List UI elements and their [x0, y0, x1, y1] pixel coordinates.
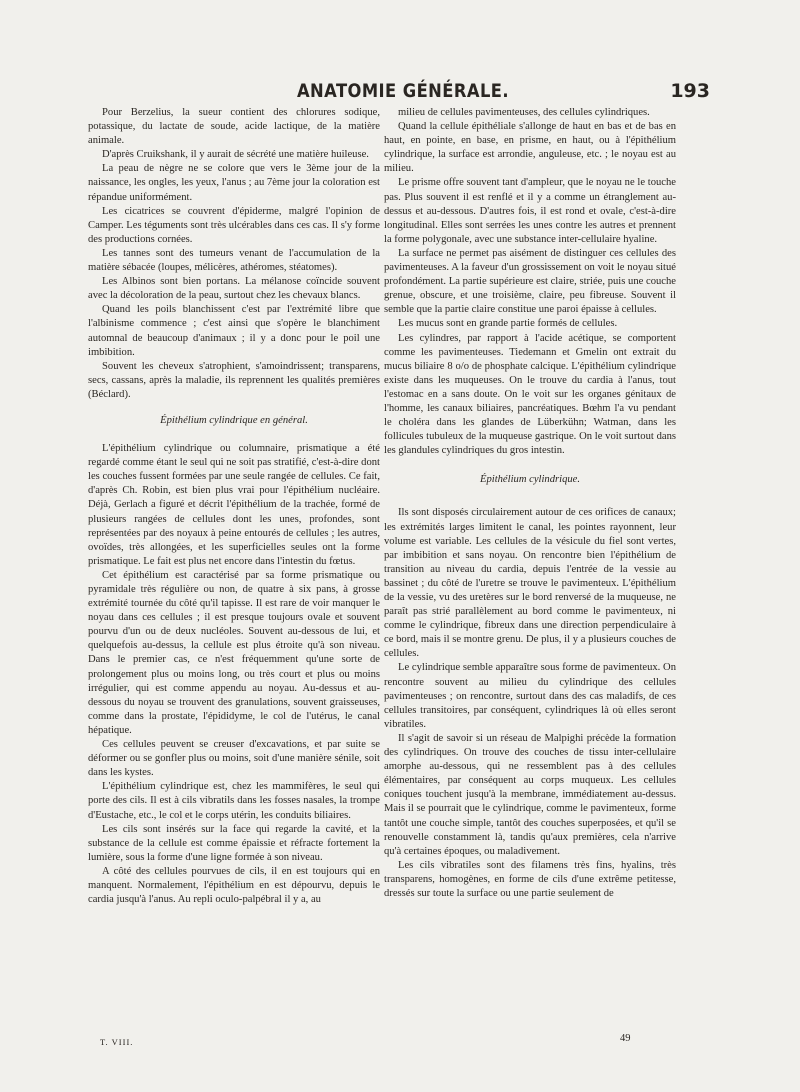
- paragraph: La surface ne permet pas aisément de distinguer ces cellules des pavimenteuses. A la faveur d'un grossissement on voit le noyau situé profondément. La partie supérieure est claire, striée, puis une couche grenue, obscure, et une troisième, claire, peu fibreuse. Souvent il semble que la partie claire constitue une paroi épaisse à cellules.: [384, 247, 676, 316]
- signature-mark: 49: [620, 1033, 631, 1044]
- paragraph: Les cylindres, par rapport à l'acide acétique, se comportent comme les pavimenteuses. Tiedemann et Gmelin ont extrait du mucus biliaire 8 o/o de phosphate calcique. L'épithélium cylindrique existe dans les muqueuses. On le trouve du cardia à l'anus, tout l'estomac en a sans doute. On le voit sur les organes génitaux de l'homme, les canaux biliaires, pancréatiques. Bœhm l'a vu pendant le choléra dans les glandes de Lüberkühn; Watman, dans les follicules tubuleux de la muqueuse gastrique. On le voit surtout dans les glandules cylindriques du gros intestin.: [384, 332, 676, 457]
- paragraph: Le prisme offre souvent tant d'ampleur, que le noyau ne le touche pas. Plus souvent il est renflé et il y a comme un étranglement au-dessus et au-dessous. D'autres fois, il est rond et ovale, c'est-à-dire longitudinal. Elles sont serrées les unes contre les autres et prennent la forme polygonale, avec une substance inter-cellulaire hyaline.: [384, 177, 676, 245]
- paragraph: Le cylindrique semble apparaître sous forme de pavimenteux. On rencontre souvent au milieu du cylindrique des cellules pavimenteuses ; on rencontre, surtout dans des cas maladifs, de ces cellules transitoires, par conséquent, cylindriques là où elles seront vibratiles.: [384, 662, 676, 730]
- paragraph: Les mucus sont en grande partie formés de cellules.: [398, 318, 618, 330]
- section-heading: Épithélium cylindrique.: [479, 474, 581, 486]
- paragraph: Les cils vibratiles sont des filamens très fins, hyalins, très transparens, homogènes, en forme de cils d'une extrême petitesse, dressés sur toute la surface ou une partie seulement de: [384, 859, 676, 899]
- paragraph: Quand la cellule épithéliale s'allonge de haut en bas et de bas en haut, en pointe, en base, en prisme, en haut, ou à l'épithélium cylindrique, la surface est arrondie, anguleuse, etc. ; le noyau est au milieu.: [384, 121, 676, 175]
- paragraph: Ils sont disposés circulairement autour de ces orifices de canaux; les extrémités larges limitent le canal, les pointes rayonnent, leur volume est variable. Les cellules de la vésicule du fiel sont vertes, par imbibition et sans noyau. On rencontre bien l'épithélium de transition au niveau du cardia, depuis l'entrée de la vessie au bassinet ; du côté de l'uretre se trouve le pavimenteux. L'épithélium de la vessie, vu des uretères sur le bord renversé de la muqueuse, ne paraît pas strié parallèlement au bord comme le pavimenteux, ni comme le cylindrique, fibreux dans une direction perpendiculaire à ce bord, mais il se montre grenu. De plus, il y a plusieurs couches de cellules.: [384, 507, 676, 660]
- section-heading: Épithélium cylindrique en général.: [160, 414, 308, 426]
- paragraph: Ces cellules peuvent se creuser d'excavations, et par suite se déformer ou se gonfler plus ou moins, soit d'une manière sénile, soit dans les kystes.: [88, 739, 380, 779]
- paragraph: L'épithélium cylindrique ou columnaire, prismatique a été regardé comme étant le seul qui ne soit pas stratifié, c'est-à-dire dont les couches fussent formées par une seule rangée de cellules. Ce fait, d'après Ch. Robin, est bien plus vrai pour l'épithélium nucléaire. Déjà, Gerlach a figuré et décrit l'épithélium de la trachée, formé de plusieurs rangées de cellules dont les unes, profondes, sont représentées par des noyaux à peine entourés de cellules ; les autres, ovoïdes, très allongées, et les superficielles seules ont la forme prismatique. Le fait est plus net encore dans l'intestin du fœtus.: [88, 443, 380, 567]
- volume-mark: T. VIII.: [100, 1037, 134, 1047]
- running-title: ANATOMIE GÉNÉRALE.: [296, 80, 510, 102]
- paragraph: Quand les poils blanchissent c'est par l'extrémité libre que l'albinisme commence ; c'est ainsi que s'opère le blanchiment automnal de beaucoup d'animaux ; il y a donc pour le poil une imbibition.: [88, 304, 380, 358]
- paragraph: Les cicatrices se couvrent d'épiderme, malgré l'opinion de Camper. Les téguments sont très ulcérables dans ces cas. Il s'y forme des productions cornées.: [88, 205, 380, 245]
- paragraph: Il s'agit de savoir si un réseau de Malpighi précède la formation des cylindriques. On trouve des couches de tissu inter-cellulaire amorphe au-dessous, qui ne ressemblent pas à des cellules élémentaires, par conséquent au corps muqueux. Les cellules coniques touchent jusqu'à la membrane, immédiatement au-dessus. Mais il se pourrait que le cylindrique, comme le pavimenteux, forme tantôt une couche simple, tantôt des couches superposées, et qu'il se renouvelle constamment là, tandis qu'aux premières, cela n'arrive qu'à certaines époques, ou maladivement.: [384, 732, 676, 857]
- running-header: [88, 80, 718, 106]
- paragraph: A côté des cellules pourvues de cils, il en est toujours qui en manquent. Normalement, l'épithélium en est dépourvu, depuis le cardia jusqu'à l'anus. Au repli oculo-palpébral il y a, au: [88, 865, 380, 906]
- paragraph: D'après Cruikshank, il y aurait de sécrété une matière huileuse.: [102, 149, 369, 161]
- paragraph: Souvent les cheveux s'atrophient, s'amoindrissent; transparens, secs, cassans, après la maladie, ils reprennent les qualités premières (Béclard).: [88, 360, 380, 400]
- paragraph: Les tannes sont des tumeurs venant de l'accumulation de la matière sébacée (loupes, mélicères, athéromes, stéatomes).: [88, 247, 380, 274]
- paragraph: Cet épithélium est caractérisé par sa forme prismatique ou pyramidale très régulière ou non, de quatre à six pans, à grosse extrémité tournée du côté qu'il tapisse. Il est rare de voir manquer le noyau dans ces cellules ; il est presque toujours ovale et souvent pourvu d'un ou de deux nucléoles. Souvent au-dessous de lui, et quelquefois au-dessus, la cellule est plus étroite qu'à son niveau. Dans le premier cas, ce n'est fréquemment qu'une sorte de prolongement plus ou moins long, ou très court et plus ou moins irrégulier, qui est comme appendu au noyau. Au-dessus et au-dessous du noyau se trouvent des granulations, souvent graisseuses, comme dans la prostate, l'épididyme, le col de l'utérus, le canal hépatique.: [88, 569, 380, 736]
- paragraph: Les Albinos sont bien portans. La mélanose coïncide souvent avec la décoloration de la peau, surtout chez les chevaux blancs.: [88, 276, 380, 302]
- right-column: [384, 106, 676, 901]
- left-column: [88, 106, 380, 907]
- paragraph: milieu de cellules pavimenteuses, des cellules cylindriques.: [398, 107, 650, 118]
- page-number: 193: [670, 80, 710, 102]
- paragraph: Les cils sont insérés sur la face qui regarde la cavité, et la substance de la cellule est comme épaissie et réfracte fortement la lumière, sous la forme d'une ligne formée à son niveau.: [88, 823, 380, 863]
- paragraph: La peau de nègre ne se colore que vers le 3ème jour de la naissance, les ongles, les yeux, l'anus ; au 7ème jour la coloration est répandue uniformément.: [88, 163, 380, 203]
- paragraph: Pour Berzelius, la sueur contient des chlorures sodique, potassique, du lactate de soude, acide lactique, de la matière animale.: [88, 107, 380, 147]
- paragraph: L'épithélium cylindrique est, chez les mammifères, le seul qui porte des cils. Il est à cils vibratils dans les fosses nasales, la trompe d'Eustache, etc., le col et le corps utérin, les conduits biliaires.: [88, 781, 380, 821]
